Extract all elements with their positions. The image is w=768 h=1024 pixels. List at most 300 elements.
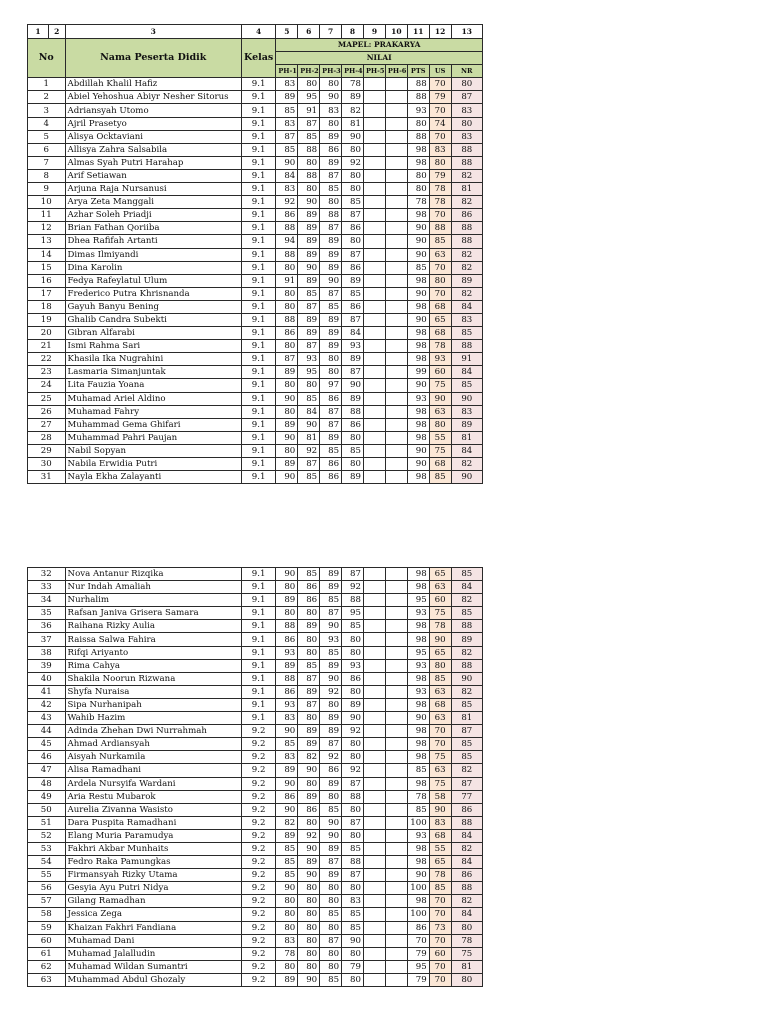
student-name: Ismi Rahma Sari — [65, 340, 241, 353]
score-ph5 — [363, 698, 385, 711]
score-ph6 — [385, 908, 407, 921]
score-us: 90 — [429, 633, 451, 646]
score-us: 58 — [429, 790, 451, 803]
table-row — [28, 698, 483, 711]
score-pts: 98 — [407, 633, 429, 646]
score-pts: 98 — [407, 751, 429, 764]
score-ph4: 93 — [342, 340, 364, 353]
score-ph1: 80 — [276, 261, 298, 274]
table-row — [28, 130, 483, 143]
score-ph2: 95 — [298, 91, 320, 104]
score-ph3: 97 — [320, 379, 342, 392]
score-ph6 — [385, 235, 407, 248]
column-number: 2 — [48, 25, 65, 39]
score-ph5 — [363, 751, 385, 764]
row-number: 20 — [28, 327, 66, 340]
score-ph5 — [363, 764, 385, 777]
score-ph5 — [363, 725, 385, 738]
student-name: Nabila Erwidia Putri — [65, 458, 241, 471]
score-ph5 — [363, 581, 385, 594]
student-name: Nova Antanur Rizqika — [65, 568, 241, 581]
score-ph2: 91 — [298, 104, 320, 117]
class-cell: 9.1 — [241, 633, 275, 646]
score-ph3: 87 — [320, 856, 342, 869]
score-ph6 — [385, 471, 407, 484]
score-ph2: 90 — [298, 764, 320, 777]
row-number: 19 — [28, 313, 66, 326]
score-us: 80 — [429, 418, 451, 431]
score-ph4: 92 — [342, 764, 364, 777]
score-ph5 — [363, 340, 385, 353]
student-name: Nabil Sopyan — [65, 444, 241, 457]
row-number: 14 — [28, 248, 66, 261]
row-number: 56 — [28, 882, 66, 895]
class-cell: 9.2 — [241, 908, 275, 921]
score-ph5 — [363, 261, 385, 274]
table-row — [28, 672, 483, 685]
score-ph4: 85 — [342, 287, 364, 300]
class-cell: 9.1 — [241, 405, 275, 418]
score-us: 63 — [429, 248, 451, 261]
table-row — [28, 91, 483, 104]
score-ph1: 83 — [276, 117, 298, 130]
score-us: 80 — [429, 156, 451, 169]
score-ph1: 83 — [276, 751, 298, 764]
score-ph6 — [385, 829, 407, 842]
score-pts: 98 — [407, 405, 429, 418]
table-row — [28, 248, 483, 261]
class-cell: 9.1 — [241, 313, 275, 326]
score-ph3: 89 — [320, 568, 342, 581]
table-row — [28, 973, 483, 986]
class-cell: 9.1 — [241, 130, 275, 143]
row-number: 22 — [28, 353, 66, 366]
score-ph2: 89 — [298, 685, 320, 698]
score-ph4: 79 — [342, 960, 364, 973]
score-nr: 84 — [451, 366, 482, 379]
score-ph6 — [385, 712, 407, 725]
score-ph3: 90 — [320, 816, 342, 829]
table-row — [28, 313, 483, 326]
table-row — [28, 209, 483, 222]
score-ph2: 93 — [298, 353, 320, 366]
student-name: Shyfa Nuraisa — [65, 685, 241, 698]
score-nr: 82 — [451, 685, 482, 698]
score-ph6 — [385, 646, 407, 659]
class-cell: 9.1 — [241, 183, 275, 196]
student-name: Gesyia Ayu Putri Nidya — [65, 882, 241, 895]
score-ph1: 86 — [276, 633, 298, 646]
score-nr: 80 — [451, 921, 482, 934]
score-pts: 98 — [407, 300, 429, 313]
column-number: 13 — [451, 25, 482, 39]
score-ph6 — [385, 458, 407, 471]
score-nr: 77 — [451, 790, 482, 803]
row-number: 13 — [28, 235, 66, 248]
header-nr: NR — [451, 65, 482, 78]
score-ph1: 88 — [276, 620, 298, 633]
score-nr: 85 — [451, 738, 482, 751]
score-us: 78 — [429, 340, 451, 353]
score-ph6 — [385, 777, 407, 790]
score-ph5 — [363, 646, 385, 659]
student-name: Muhammad Abdul Ghozaly — [65, 973, 241, 986]
student-name: Gibran Alfarabi — [65, 327, 241, 340]
score-ph3: 86 — [320, 392, 342, 405]
score-ph5 — [363, 685, 385, 698]
score-ph2: 82 — [298, 751, 320, 764]
row-number: 53 — [28, 842, 66, 855]
score-ph1: 90 — [276, 156, 298, 169]
score-ph5 — [363, 568, 385, 581]
table-row — [28, 431, 483, 444]
class-cell: 9.1 — [241, 431, 275, 444]
score-nr: 85 — [451, 568, 482, 581]
score-ph5 — [363, 633, 385, 646]
score-ph5 — [363, 842, 385, 855]
score-ph2: 89 — [298, 313, 320, 326]
class-cell: 9.2 — [241, 973, 275, 986]
score-us: 70 — [429, 104, 451, 117]
score-us: 85 — [429, 882, 451, 895]
student-name: Arif Setiawan — [65, 169, 241, 182]
table-row — [28, 947, 483, 960]
score-ph6 — [385, 117, 407, 130]
student-name: Aria Restu Mubarok — [65, 790, 241, 803]
score-ph3: 80 — [320, 947, 342, 960]
score-nr: 86 — [451, 209, 482, 222]
score-ph3: 89 — [320, 235, 342, 248]
score-ph6 — [385, 790, 407, 803]
score-pts: 98 — [407, 353, 429, 366]
class-cell: 9.1 — [241, 418, 275, 431]
row-number: 62 — [28, 960, 66, 973]
score-ph2: 87 — [298, 340, 320, 353]
score-ph4: 88 — [342, 790, 364, 803]
score-ph5 — [363, 287, 385, 300]
student-name: Shakila Noorun Rizwana — [65, 672, 241, 685]
student-name: Adriansyah Utomo — [65, 104, 241, 117]
class-cell: 9.1 — [241, 196, 275, 209]
class-cell: 9.1 — [241, 458, 275, 471]
class-cell: 9.1 — [241, 672, 275, 685]
row-number: 11 — [28, 209, 66, 222]
score-ph2: 89 — [298, 725, 320, 738]
score-ph3: 93 — [320, 633, 342, 646]
grade-table-part1 — [27, 24, 483, 484]
score-ph3: 80 — [320, 196, 342, 209]
table-row — [28, 156, 483, 169]
score-ph4: 83 — [342, 895, 364, 908]
score-ph5 — [363, 78, 385, 91]
score-ph3: 86 — [320, 471, 342, 484]
score-ph2: 90 — [298, 869, 320, 882]
student-name: Nurhalim — [65, 594, 241, 607]
score-ph1: 80 — [276, 287, 298, 300]
score-ph6 — [385, 274, 407, 287]
table-row — [28, 816, 483, 829]
score-ph5 — [363, 458, 385, 471]
score-ph2: 85 — [298, 471, 320, 484]
score-ph3: 85 — [320, 803, 342, 816]
student-name: Dara Puspita Ramadhani — [65, 816, 241, 829]
score-ph1: 93 — [276, 698, 298, 711]
score-pts: 90 — [407, 458, 429, 471]
score-ph3: 89 — [320, 248, 342, 261]
score-ph1: 80 — [276, 444, 298, 457]
student-name: Muhammad Gema Ghifari — [65, 418, 241, 431]
score-us: 80 — [429, 274, 451, 287]
score-pts: 98 — [407, 209, 429, 222]
table-row — [28, 751, 483, 764]
score-ph1: 87 — [276, 353, 298, 366]
table-row — [28, 712, 483, 725]
student-name: Dina Karolin — [65, 261, 241, 274]
score-pts: 98 — [407, 274, 429, 287]
score-nr: 89 — [451, 274, 482, 287]
table-row — [28, 458, 483, 471]
class-cell: 9.2 — [241, 842, 275, 855]
class-cell: 9.2 — [241, 947, 275, 960]
score-us: 83 — [429, 143, 451, 156]
score-ph4: 78 — [342, 78, 364, 91]
student-name: Rafsan Janiva Grisera Samara — [65, 607, 241, 620]
score-pts: 90 — [407, 248, 429, 261]
score-ph5 — [363, 712, 385, 725]
table-row — [28, 104, 483, 117]
score-pts: 93 — [407, 685, 429, 698]
score-ph2: 90 — [298, 196, 320, 209]
table-row — [28, 960, 483, 973]
student-name: Adinda Zhehan Dwi Nurrahmah — [65, 725, 241, 738]
student-name: Azhar Soleh Priadji — [65, 209, 241, 222]
score-ph5 — [363, 117, 385, 130]
score-ph5 — [363, 803, 385, 816]
score-ph5 — [363, 882, 385, 895]
score-nr: 82 — [451, 594, 482, 607]
row-number: 55 — [28, 869, 66, 882]
score-nr: 90 — [451, 471, 482, 484]
row-number: 29 — [28, 444, 66, 457]
row-number: 37 — [28, 633, 66, 646]
score-ph4: 80 — [342, 431, 364, 444]
score-us: 70 — [429, 725, 451, 738]
score-pts: 93 — [407, 659, 429, 672]
score-ph2: 88 — [298, 143, 320, 156]
score-ph4: 88 — [342, 856, 364, 869]
student-name: Brian Fathan Qoriiba — [65, 222, 241, 235]
score-ph5 — [363, 973, 385, 986]
table-row — [28, 764, 483, 777]
score-ph2: 80 — [298, 934, 320, 947]
row-number: 28 — [28, 431, 66, 444]
student-name: Arjuna Raja Nursanusi — [65, 183, 241, 196]
class-cell: 9.2 — [241, 816, 275, 829]
score-ph2: 89 — [298, 274, 320, 287]
score-ph4: 86 — [342, 418, 364, 431]
score-ph6 — [385, 803, 407, 816]
score-ph4: 80 — [342, 738, 364, 751]
column-number: 10 — [385, 25, 407, 39]
score-ph5 — [363, 816, 385, 829]
score-ph6 — [385, 960, 407, 973]
row-number: 48 — [28, 777, 66, 790]
header-ph5: PH-5 — [363, 65, 385, 78]
row-number: 45 — [28, 738, 66, 751]
score-ph3: 89 — [320, 431, 342, 444]
score-pts: 80 — [407, 169, 429, 182]
score-pts: 98 — [407, 581, 429, 594]
class-cell: 9.1 — [241, 169, 275, 182]
score-ph5 — [363, 248, 385, 261]
score-pts: 88 — [407, 130, 429, 143]
score-pts: 80 — [407, 183, 429, 196]
row-number: 4 — [28, 117, 66, 130]
row-number: 52 — [28, 829, 66, 842]
score-us: 70 — [429, 908, 451, 921]
score-ph5 — [363, 143, 385, 156]
score-ph1: 89 — [276, 458, 298, 471]
score-ph5 — [363, 300, 385, 313]
score-ph4: 84 — [342, 327, 364, 340]
score-ph5 — [363, 672, 385, 685]
score-ph4: 80 — [342, 685, 364, 698]
score-nr: 82 — [451, 646, 482, 659]
score-ph1: 89 — [276, 91, 298, 104]
score-ph1: 80 — [276, 405, 298, 418]
score-us: 75 — [429, 444, 451, 457]
score-ph2: 87 — [298, 117, 320, 130]
class-cell: 9.1 — [241, 156, 275, 169]
table-row — [28, 803, 483, 816]
score-ph4: 80 — [342, 803, 364, 816]
score-pts: 95 — [407, 594, 429, 607]
score-ph6 — [385, 143, 407, 156]
row-number: 46 — [28, 751, 66, 764]
score-nr: 83 — [451, 405, 482, 418]
score-us: 70 — [429, 738, 451, 751]
score-ph4: 88 — [342, 594, 364, 607]
score-ph2: 92 — [298, 829, 320, 842]
score-ph4: 80 — [342, 829, 364, 842]
score-ph4: 92 — [342, 581, 364, 594]
score-us: 65 — [429, 856, 451, 869]
score-pts: 90 — [407, 235, 429, 248]
row-number: 26 — [28, 405, 66, 418]
row-number: 50 — [28, 803, 66, 816]
score-ph2: 87 — [298, 672, 320, 685]
table-row — [28, 300, 483, 313]
score-ph3: 85 — [320, 183, 342, 196]
score-us: 88 — [429, 222, 451, 235]
score-us: 68 — [429, 458, 451, 471]
score-ph3: 87 — [320, 405, 342, 418]
score-ph5 — [363, 183, 385, 196]
row-number: 39 — [28, 659, 66, 672]
score-pts: 98 — [407, 777, 429, 790]
score-ph2: 90 — [298, 261, 320, 274]
score-ph5 — [363, 869, 385, 882]
score-ph3: 80 — [320, 78, 342, 91]
score-ph1: 85 — [276, 104, 298, 117]
score-pts: 90 — [407, 379, 429, 392]
score-ph5 — [363, 908, 385, 921]
score-ph5 — [363, 960, 385, 973]
score-ph6 — [385, 261, 407, 274]
row-number: 40 — [28, 672, 66, 685]
table-row — [28, 790, 483, 803]
class-cell: 9.1 — [241, 607, 275, 620]
row-number: 58 — [28, 908, 66, 921]
score-ph1: 80 — [276, 300, 298, 313]
score-ph1: 90 — [276, 803, 298, 816]
class-cell: 9.1 — [241, 581, 275, 594]
score-ph1: 89 — [276, 829, 298, 842]
table-row — [28, 235, 483, 248]
score-us: 73 — [429, 921, 451, 934]
row-number: 57 — [28, 895, 66, 908]
row-number: 15 — [28, 261, 66, 274]
score-us: 60 — [429, 366, 451, 379]
score-ph2: 80 — [298, 777, 320, 790]
score-nr: 81 — [451, 960, 482, 973]
score-pts: 90 — [407, 222, 429, 235]
score-ph6 — [385, 248, 407, 261]
score-ph4: 89 — [342, 471, 364, 484]
score-ph6 — [385, 353, 407, 366]
row-number: 10 — [28, 196, 66, 209]
row-number: 42 — [28, 698, 66, 711]
score-nr: 80 — [451, 973, 482, 986]
score-ph1: 89 — [276, 418, 298, 431]
student-name: Raissa Salwa Fahira — [65, 633, 241, 646]
score-us: 65 — [429, 646, 451, 659]
score-ph5 — [363, 156, 385, 169]
score-nr: 83 — [451, 130, 482, 143]
score-ph6 — [385, 659, 407, 672]
score-ph5 — [363, 392, 385, 405]
score-ph3: 89 — [320, 313, 342, 326]
score-ph3: 86 — [320, 764, 342, 777]
score-ph2: 89 — [298, 738, 320, 751]
class-cell: 9.1 — [241, 261, 275, 274]
student-name: Alisa Ramadhani — [65, 764, 241, 777]
row-number: 33 — [28, 581, 66, 594]
score-us: 70 — [429, 130, 451, 143]
score-ph4: 80 — [342, 947, 364, 960]
student-name: Dimas Ilmiyandi — [65, 248, 241, 261]
score-ph6 — [385, 738, 407, 751]
row-number: 47 — [28, 764, 66, 777]
score-nr: 82 — [451, 287, 482, 300]
score-pts: 70 — [407, 934, 429, 947]
score-ph2: 80 — [298, 633, 320, 646]
student-name: Muhamad Wildan Sumantri — [65, 960, 241, 973]
score-ph4: 80 — [342, 183, 364, 196]
score-ph1: 88 — [276, 248, 298, 261]
score-ph1: 94 — [276, 235, 298, 248]
header-ph6: PH-6 — [385, 65, 407, 78]
score-pts: 80 — [407, 117, 429, 130]
score-ph3: 85 — [320, 646, 342, 659]
score-ph5 — [363, 104, 385, 117]
column-number: 8 — [342, 25, 364, 39]
score-ph1: 82 — [276, 816, 298, 829]
score-pts: 98 — [407, 672, 429, 685]
score-ph2: 87 — [298, 300, 320, 313]
score-ph6 — [385, 183, 407, 196]
class-cell: 9.1 — [241, 91, 275, 104]
